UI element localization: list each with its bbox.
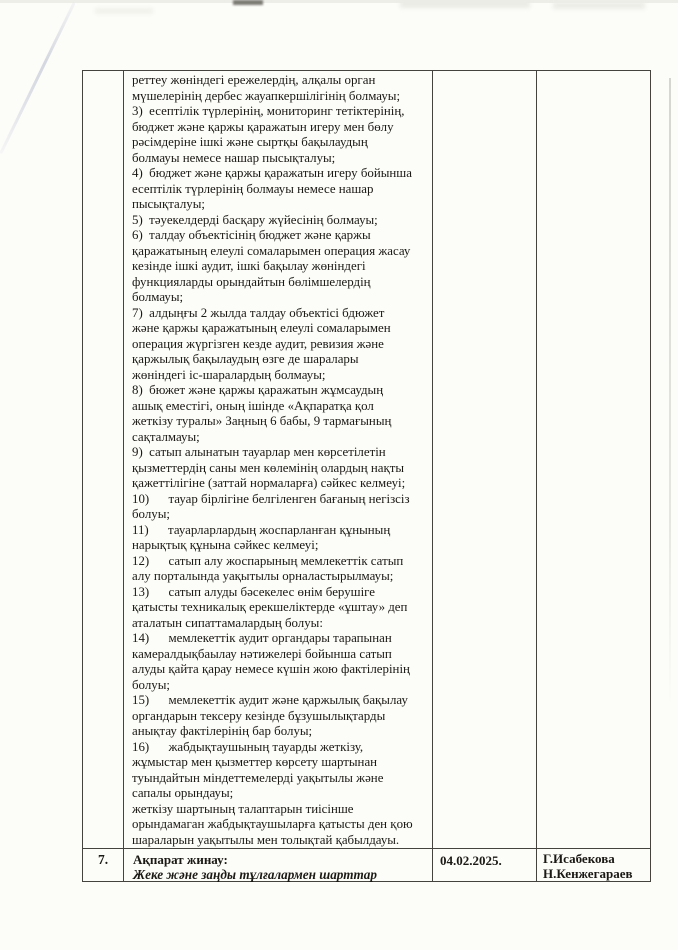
- content-line: бюджет және қаржы қаражатын игеру мен бөлу: [132, 119, 394, 134]
- activity-title: Ақпарат жинау:: [133, 852, 228, 867]
- content-line: 13) сатып алуды бәсекелес өнім берушіге: [132, 584, 375, 599]
- audit-plan-table: [82, 70, 651, 882]
- content-line: ашық еместігі, оның ішінде «Ақпаратқа қол: [132, 398, 374, 413]
- content-line: 12) сатып алу жоспарының мемлекеттік сатып: [132, 553, 404, 568]
- content-line: туындайтын міндеттемелерді уақытылы және: [132, 770, 384, 785]
- content-line: болуы;: [132, 507, 170, 521]
- content-line: нарықтық құнына сәйкес келмеуі;: [132, 538, 319, 552]
- content-line: шараларын уақытылы мен толықтай қабылдауы.: [132, 832, 400, 847]
- content-line: 9) сатып алынатын тауарлар мен көрсетілетін: [132, 445, 386, 459]
- date-value: 04.02.2025.: [432, 849, 536, 882]
- responsible-name: Г.Исабекова: [543, 851, 615, 866]
- table-row-7: [83, 848, 650, 882]
- content-line: орындамаган жабдықтаушыларға қатысты ден қою: [132, 817, 413, 831]
- content-line: рәсімдеріне ішкі және сыртқы бақылаудың: [132, 135, 368, 149]
- scan-smudge: [553, 2, 645, 9]
- date-cell-empty: [432, 71, 536, 848]
- content-line: кезінде ішкі аудит, ішкі бақылау жөніндегі: [132, 259, 366, 273]
- table-row-continuation: [83, 71, 650, 848]
- content-line: жеткізу туралы» Заңның 6 бабы, 9 тармағының: [132, 414, 392, 428]
- content-line: операция жүргізген кезде аудит, ревизия және: [132, 336, 384, 351]
- content-line: органдарын тексеру кезінде бұзушылықтарды: [132, 708, 386, 723]
- content-line: 16) жабдықтаушының тауарды жеткізу,: [132, 739, 364, 754]
- content-line: 5) тәуекелдерді басқару жүйесінің болмауы;: [132, 212, 378, 227]
- content-line: 11) тауарларлардың жоспарланған құнының: [132, 522, 391, 537]
- content-line: жөніндегі іс-шаралардың болмауы;: [132, 367, 326, 382]
- scan-fold-line: [0, 2, 76, 154]
- content-line: 14) мемлекеттік аудит органдары тарапынан: [132, 631, 392, 645]
- scan-smudge: [95, 8, 153, 14]
- content-line: сақталмауы;: [132, 429, 200, 444]
- activity-cell: [123, 849, 432, 882]
- content-line: 10) тауар бірлігіне белгіленген бағаның негізсіз: [132, 491, 410, 506]
- content-line: қызметтердің саны мен көлемінің олардың нақты: [132, 460, 405, 475]
- row-number-cell-empty: [83, 71, 123, 848]
- content-line: алуды қайта қарау немесе күшін жою фактілерінің: [132, 662, 410, 676]
- responsible-cell-empty: [536, 71, 650, 848]
- content-line: және қаржы қаражатының елеулі сомаларымен: [132, 321, 391, 335]
- content-line: қатысты техникалық ерекшеліктерде «ұштау» деп: [132, 600, 408, 614]
- content-line: пысықталуы;: [132, 197, 205, 211]
- content-line: жұмыстар мен қызметтер көрсету шартынан: [132, 755, 378, 769]
- content-line: мүшелерінің дербес жауапкершілігінің болмауы;: [132, 88, 401, 103]
- content-line: реттеу жөніндегі ережелердің, алқалы орган: [132, 73, 376, 87]
- content-line: 4) бюджет және қаржы қаражатын игеру бойынша: [132, 166, 412, 180]
- content-line: функцияларды орындайтын бөлімшелердің: [132, 274, 371, 289]
- content-line: алу порталында уақытылы орналастырылмауы;: [132, 569, 394, 583]
- content-line: камералдықбаылау нәтижелері бойынша сатып: [132, 646, 392, 661]
- row-number: 7.: [97, 852, 109, 867]
- responsible-name: Н.Кенжегараев: [543, 865, 633, 881]
- content-line: қажеттілігіне (заттай нормаларға) сәйкес келмеуі;: [132, 476, 406, 490]
- content-line: болуы;: [132, 677, 170, 692]
- content-line: қаражатының елеулі сомаларымен операция жасау: [132, 243, 411, 258]
- scan-smudge: [400, 0, 530, 8]
- risk-list-cell: [123, 71, 432, 848]
- activity-subtitle: Жеке және заңды тұлғалармен шарттар: [133, 867, 377, 882]
- content-line: 6) талдау объектісінің бюджет және қаржы: [132, 228, 371, 242]
- content-line: болмауы;: [132, 290, 184, 304]
- content-line: аталатын сипаттамалардың болуы:: [132, 615, 323, 630]
- content-line: 15) мемлекеттік аудит және қаржылық бақылау: [132, 693, 408, 707]
- content-line: қаржылық бақылаудың өзге де шаралары: [132, 352, 359, 366]
- content-line: сапалы орындауы;: [132, 786, 234, 800]
- responsible-names: [536, 849, 650, 882]
- content-line: жеткізу шартының талаптарын тиісінше: [132, 801, 354, 816]
- content-line: анықтау фактілерінің бар болуы;: [132, 724, 313, 738]
- content-line: болмауы немесе нашар пысықталуы;: [132, 150, 336, 165]
- content-line: 3) есептілік түрлерінің, мониторинг тетіктерінің,: [132, 104, 405, 118]
- content-line: 8) бюжет және қаржы қаражатын жұмсаудың: [132, 383, 384, 397]
- content-line: 7) алдыңғы 2 жылда талдау объектісі бдюжет: [132, 305, 385, 320]
- scan-edge-streak: [669, 78, 671, 708]
- content-line: есептілік түрлерінің болмауы немесе нашар: [132, 181, 374, 196]
- scan-smudge-dark: [233, 0, 263, 5]
